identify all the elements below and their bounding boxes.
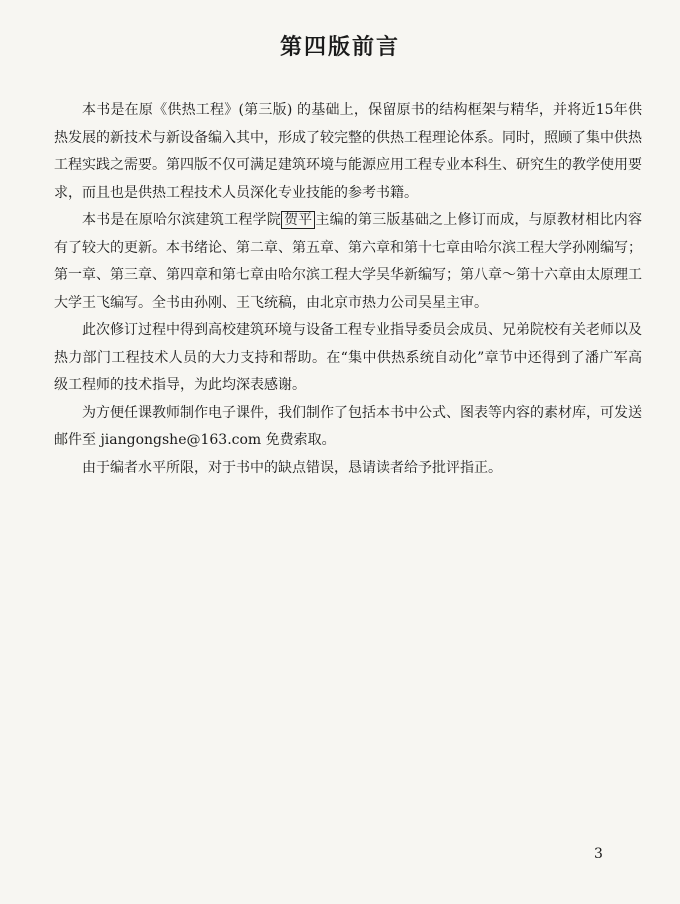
paragraph-5: 由于编者水平所限，对于书中的缺点错误，恳请读者给予批评指正。 — [82, 459, 502, 476]
paragraph-1: 本书是在原《供热工程》(第三版) 的基础上，保留原书的结构框架与精华，并将近15年供热发展的新技术与新设备编入其中，形成了较完整的供热工程理论体系。同时，照顾了集中供热工程实践之需要。第四版不仅可满足建筑环境与能源应用工程专业本科生、研究生的教学使用要求，而且也是供热工程技术人员深化专业技能的参考书籍。 — [54, 102, 642, 201]
paragraph-3: 此次修订过程中得到高校建筑环境与设备工程专业指导委员会成员、兄弟院校有关老师以及热力部门工程技术人员的大力支持和帮助。在“集中供热系统自动化”章节中还得到了潘广军高级工程师的技术指导，为此均深表感谢。 — [54, 322, 642, 393]
paragraph-2-start: 本书是在原哈尔滨建筑工程学院 — [82, 212, 281, 228]
paragraph-4: 为方便任课教师制作电子课件，我们制作了包括本书中公式、图表等内容的素材库，可发送邮件至 jiangongshe@163.com 免费索取。 — [54, 404, 642, 448]
boxed-name: 贺平 — [281, 211, 315, 229]
preface-body — [54, 97, 642, 482]
page-number: 3 — [594, 846, 603, 862]
paragraph-2 — [54, 207, 642, 317]
paragraph-2-end: 主编的第三版基础之上修订而成，与原教材相比内容有了较大的更新。本书绪论、第二章、第五章、第六章和第十七章由哈尔滨工程大学孙刚编写；第一章、第三章、第四章和第七章由哈尔滨工程大学吴华新编写；第八章～第十六章由太原理工大学王飞编写。全书由孙刚、王飞统稿，由北京市热力公司吴星主审。 — [54, 212, 643, 311]
page-title: 第四版前言 — [279, 35, 400, 60]
